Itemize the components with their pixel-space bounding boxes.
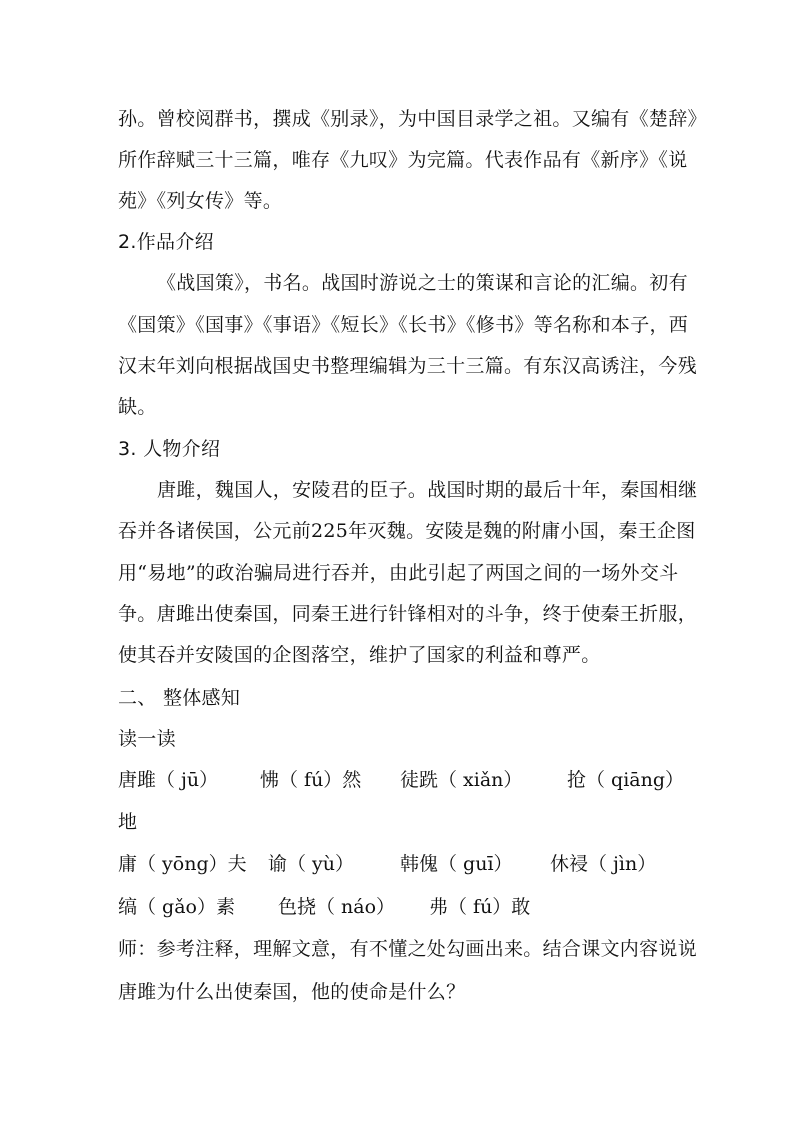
paragraph-character-line-2: 吞并各诸侯国，公元前225年灭魏。安陵是魏的附庸小国，秦王企图 (118, 520, 696, 542)
paragraph-work-line-1: 《战国策》，书名。战国时游说之士的策谋和言论的汇编。初有 (157, 272, 688, 294)
read-aloud-heading: 读一读 (118, 728, 176, 750)
paragraph-intro-line-2: 所作辞赋三十三篇，唯存《九叹》为完篇。代表作品有《新序》《说 (118, 149, 688, 171)
paragraph-character-line-4: 争。唐雎出使秦国，同秦王进行针锋相对的斗争，终于使秦王折服， (118, 603, 698, 625)
pinyin-item: 休祲（ jìn） (550, 853, 657, 875)
pinyin-item: 怫（ fú）然 (260, 769, 362, 791)
pinyin-item: 谕（ yù） (268, 853, 355, 875)
paragraph-intro-line-3: 苑》《列女传》等。 (118, 190, 283, 212)
pinyin-row-1-wrap: 地 (118, 811, 138, 833)
pinyin-item: 色挠（ náo） (278, 896, 396, 918)
heading-work-intro: 2.作品介绍 (118, 231, 214, 253)
paragraph-work-line-2: 《国策》《国事》《事语》《短长》《长书》《修书》等名称和本子，西 (118, 314, 689, 336)
paragraph-work-line-3: 汉末年刘向根据战国史书整理编辑为三十三篇。有东汉高诱注，今残 (118, 355, 698, 377)
paragraph-intro-line-1: 孙。曾校阅群书，撰成《别录》，为中国目录学之祖。又编有《楚辞》 (118, 108, 707, 130)
paragraph-character-line-1: 唐雎，魏国人，安陵君的臣子。战国时期的最后十年，秦国相继 (157, 479, 698, 501)
pinyin-item: 缟（ gǎo）素 (118, 896, 235, 918)
pinyin-item: 抢（ qiāng） (567, 769, 685, 791)
paragraph-character-line-3: 用“易地”的政治骗局进行吞并，由此引起了两国之间的一场外交斗 (118, 562, 679, 584)
pinyin-item: 庸（ yōng）夫 (118, 853, 247, 875)
heading-character-intro: 3. 人物介绍 (118, 438, 221, 460)
pinyin-item: 唐雎（ jū） (118, 769, 219, 791)
section-heading-overall: 二、 整体感知 (118, 687, 241, 709)
paragraph-character-line-5: 使其吞并安陵国的企图落空，维护了国家的利益和尊严。 (118, 644, 601, 666)
pinyin-item: 弗（ fú）敢 (429, 896, 531, 918)
pinyin-item: 徒跣（ xiǎn） (400, 769, 523, 791)
pinyin-row-3 (118, 895, 678, 919)
teacher-instruction-line-1: 师：参考注释，理解文意，有不懂之处勾画出来。结合课文内容说说 (118, 938, 698, 960)
paragraph-work-line-4: 缺。 (118, 396, 157, 418)
teacher-instruction-line-2: 唐雎为什么出使秦国，他的使命是什么？ (118, 981, 466, 1003)
pinyin-item: 韩傀（ guī） (400, 853, 513, 875)
pinyin-row-2 (118, 852, 678, 876)
pinyin-row-1 (118, 768, 685, 792)
